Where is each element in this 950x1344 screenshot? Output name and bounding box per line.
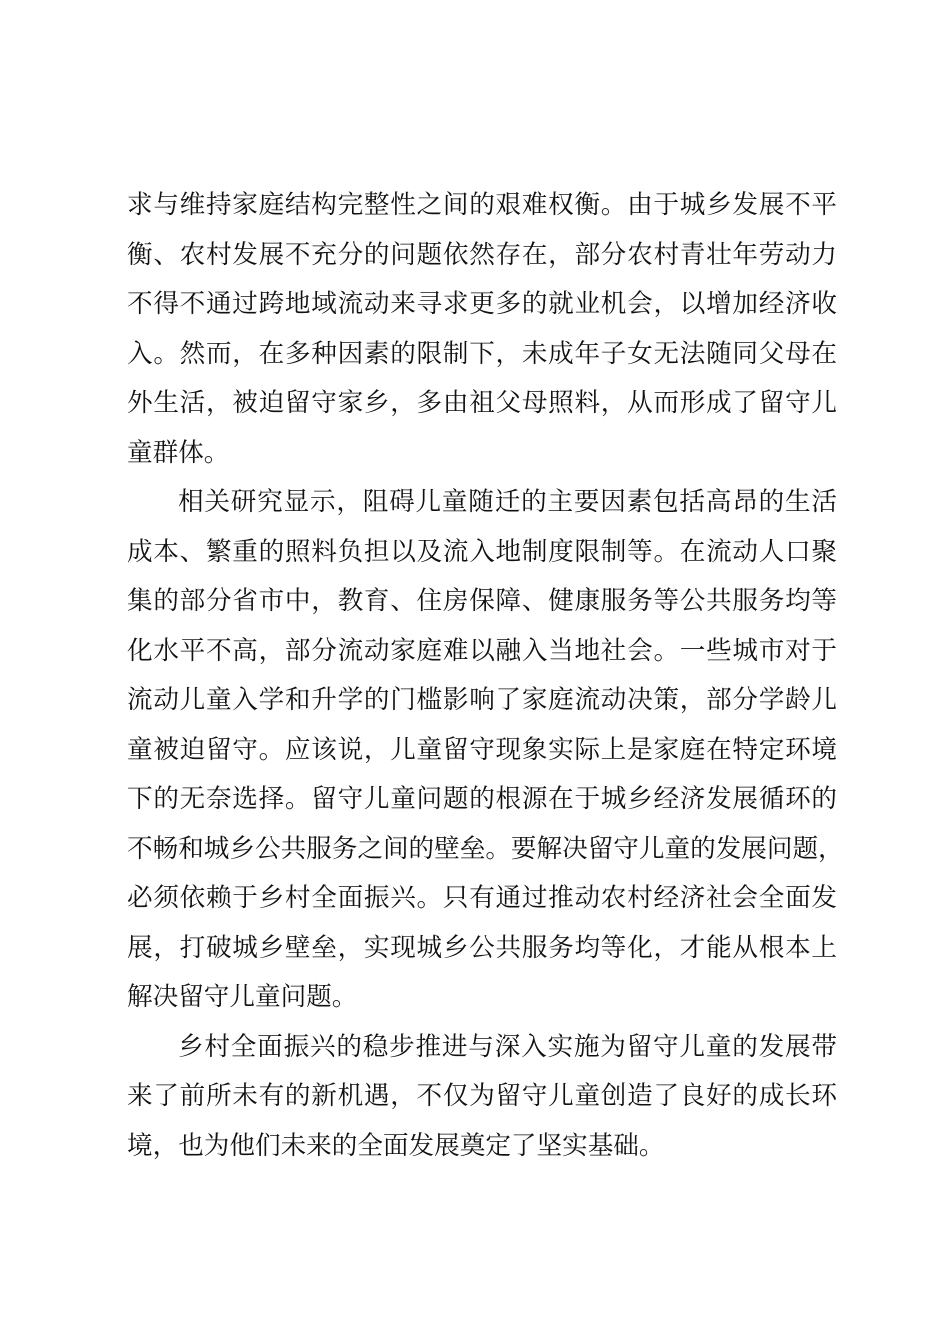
text-line: 成本、繁重的照料负担以及流入地制度限制等。在流动人口聚 — [127, 536, 837, 567]
text-line: 外生活，被迫留守家乡，多由祖父母照料，从而形成了留守儿 — [127, 388, 837, 418]
text-line: 入。然而，在多种因素的限制下，未成年子女无法随同父母在 — [127, 338, 837, 369]
text-line: 集的部分省市中，教育、住房保障、健康服务等公共服务均等 — [127, 586, 837, 616]
text-line: 相关研究显示，阻碍儿童随迁的主要因素包括高昂的生活 — [178, 487, 837, 517]
text-line: 童被迫留守。应该说，儿童留守现象实际上是家庭在特定环境 — [127, 734, 837, 765]
text-line: 下的无奈选择。留守儿童问题的根源在于城乡经济发展循环的 — [127, 784, 837, 814]
text-line: 不得不通过跨地域流动来寻求更多的就业机会，以增加经济收 — [127, 289, 837, 319]
text-line: 流动儿童入学和升学的门槛影响了家庭流动决策，部分学龄儿 — [127, 685, 837, 715]
text-line: 境，也为他们未来的全面发展奠定了坚实基础。 — [127, 1130, 665, 1161]
paragraph-2 — [127, 478, 844, 1023]
text-line: 必须依赖于乡村全面振兴。只有通过推动农村经济社会全面发 — [127, 883, 837, 913]
text-line: 求与维持家庭结构完整性之间的艰难权衡。由于城乡发展不平 — [127, 190, 837, 220]
text-line: 来了前所未有的新机遇，不仅为留守儿童创造了良好的成长环 — [127, 1081, 837, 1111]
text-line: 解决留守儿童问题。 — [127, 982, 358, 1012]
text-line: 展，打破城乡壁垒，实现城乡公共服务均等化，才能从根本上 — [127, 932, 837, 963]
body-text — [127, 181, 844, 1171]
text-line: 不畅和城乡公共服务之间的壁垒。要解决留守儿童的发展问题， — [127, 833, 844, 864]
paragraph-1 — [127, 181, 837, 478]
text-line: 化水平不高，部分流动家庭难以融入当地社会。一些城市对于 — [127, 635, 837, 666]
text-line: 童群体。 — [127, 437, 230, 468]
text-line: 乡村全面振兴的稳步推进与深入实施为留守儿童的发展带 — [178, 1031, 837, 1062]
paragraph-3 — [127, 1023, 837, 1172]
text-line: 衡、农村发展不充分的问题依然存在，部分农村青壮年劳动力 — [127, 239, 837, 270]
